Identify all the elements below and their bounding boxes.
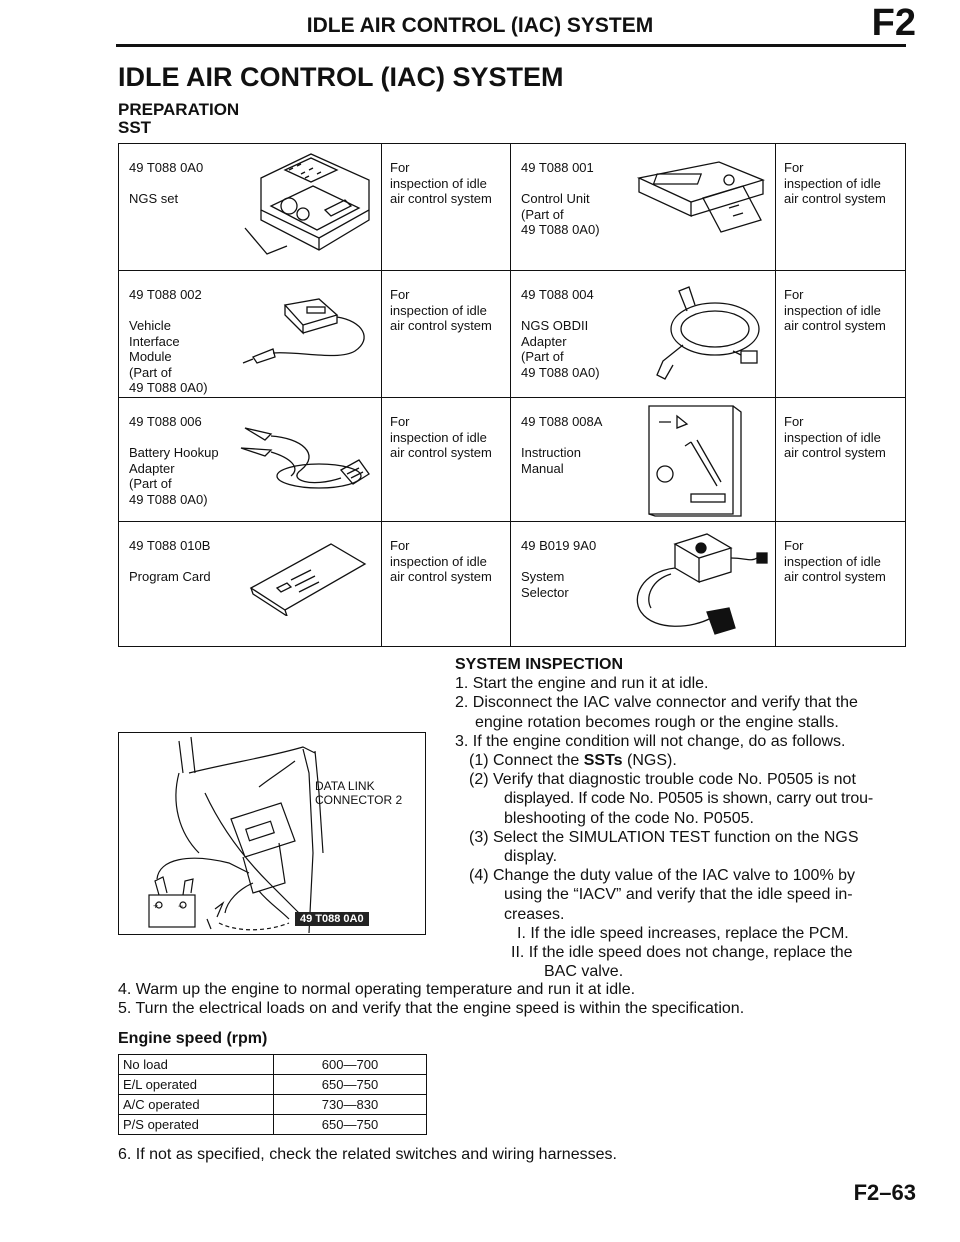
tool-code: 49 T088 004 bbox=[521, 287, 594, 302]
tool-purpose: For inspection of idle air control system bbox=[390, 287, 492, 333]
page-number: F2–63 bbox=[853, 1180, 916, 1205]
sst-heading: SST bbox=[118, 118, 152, 137]
final-steps bbox=[118, 980, 908, 1018]
page-title: IDLE AIR CONTROL (IAC) SYSTEM bbox=[118, 62, 564, 92]
running-header-code: F2 bbox=[871, 2, 916, 44]
sst-purpose-cell bbox=[382, 144, 511, 270]
svg-text:−: − bbox=[178, 901, 184, 911]
tool-code: 49 T088 002 bbox=[129, 287, 202, 302]
table-row: E/L operated 650—750 bbox=[119, 1075, 427, 1095]
program-card-icon bbox=[247, 536, 371, 616]
step-4: 4. Warm up the engine to normal operating temperature and run it at idle. bbox=[118, 981, 636, 998]
tool-name: NGS OBDII Adapter (Part of 49 T088 0A0) bbox=[521, 318, 600, 380]
connection-figure bbox=[118, 732, 426, 935]
tool-purpose: For inspection of idle air control system bbox=[784, 287, 886, 333]
tool-purpose: For inspection of idle air control system bbox=[390, 160, 492, 206]
tool-purpose: For inspection of idle air control system bbox=[390, 414, 492, 460]
sst-purpose-cell bbox=[776, 271, 905, 397]
tool-code: 49 T088 0A0 bbox=[129, 160, 204, 175]
header-rule bbox=[116, 44, 906, 47]
substep-4: (4) Change the duty value of the IAC valve to 100% by using the “IACV” and verify that the idle speed in- creases. bbox=[469, 867, 856, 923]
data-link-connector-label: DATA LINK CONNECTOR 2 bbox=[315, 779, 403, 807]
sst-purpose-cell bbox=[776, 398, 905, 521]
sst-purpose-cell bbox=[382, 398, 511, 521]
table-row: P/S operated 650—750 bbox=[119, 1115, 427, 1135]
sst-purpose-cell bbox=[776, 522, 905, 646]
running-header-title: IDLE AIR CONTROL (IAC) SYSTEM bbox=[306, 14, 654, 37]
tool-name: Vehicle Interface Module (Part of 49 T088 0A0) bbox=[129, 318, 208, 395]
substep-1: (1) Connect the SSTs (NGS). bbox=[469, 752, 677, 770]
step-5: 5. Turn the electrical loads on and verify that the engine speed is within the specification. bbox=[118, 1000, 745, 1018]
system-inspection bbox=[455, 655, 907, 981]
tool-code: 49 T088 010B bbox=[129, 538, 211, 553]
ngs-set-case-icon bbox=[241, 150, 373, 264]
tool-code: 49 T088 006 bbox=[129, 414, 202, 429]
sst-row bbox=[119, 522, 905, 646]
step-6: 6. If not as specified, check the related switches and wiring harnesses. bbox=[118, 1146, 617, 1163]
tool-name: NGS set bbox=[129, 191, 179, 206]
tool-code: 49 B019 9A0 bbox=[521, 538, 597, 553]
sst-tool-cell bbox=[511, 271, 776, 397]
sst-tool-cell bbox=[119, 271, 382, 397]
sst-tool-cell bbox=[511, 144, 776, 270]
sst-purpose-cell bbox=[776, 144, 905, 270]
tool-purpose: For inspection of idle air control system bbox=[784, 160, 886, 206]
svg-text:+: + bbox=[153, 901, 159, 911]
sst-table bbox=[118, 143, 906, 647]
step-3: 3. If the engine condition will not change, do as follows. bbox=[455, 732, 846, 750]
system-selector-icon bbox=[611, 528, 771, 642]
tool-code: 49 T088 001 bbox=[521, 160, 594, 175]
tool-name: Instruction Manual bbox=[521, 445, 581, 476]
case-i: I. If the idle speed increases, replace the PCM. bbox=[517, 924, 849, 942]
engine-speed-table bbox=[118, 1054, 427, 1135]
tool-name: System Selector bbox=[521, 569, 569, 600]
step-1: 1. Start the engine and run it at idle. bbox=[455, 675, 709, 693]
ngs-connection-illustration bbox=[119, 733, 426, 935]
tool-name: Program Card bbox=[129, 569, 211, 584]
case-ii: II. If the idle speed does not change, replace the BAC valve. bbox=[511, 944, 853, 981]
tool-name: Control Unit (Part of 49 T088 0A0) bbox=[521, 191, 600, 237]
sst-tool-cell bbox=[511, 398, 776, 521]
obd-adapter-cable-icon bbox=[623, 281, 773, 385]
sst-row bbox=[119, 271, 905, 398]
manual-book-icon bbox=[641, 402, 761, 518]
inspection-heading: SYSTEM INSPECTION bbox=[455, 656, 624, 673]
table-row: A/C operated 730—830 bbox=[119, 1095, 427, 1115]
preparation-heading: PREPARATION bbox=[118, 100, 240, 119]
sst-purpose-cell bbox=[382, 522, 511, 646]
interface-module-icon bbox=[239, 291, 379, 371]
tool-purpose: For inspection of idle air control system bbox=[784, 538, 886, 584]
substep-2: (2) Verify that diagnostic trouble code No. P0505 is not displayed. If code No. P0505 is shown, carry out trou- bleshooting of the code No. P0505. bbox=[469, 771, 873, 827]
sst-row bbox=[119, 398, 905, 522]
sst-tool-cell bbox=[119, 522, 382, 646]
step-2: 2. Disconnect the IAC valve connector and verify that the engine rotation becomes rough or the engine stalls. bbox=[455, 694, 858, 731]
sst-purpose-cell bbox=[382, 271, 511, 397]
sst-tool-cell bbox=[119, 144, 382, 270]
substep-3: (3) Select the SIMULATION TEST function on the NGS display. bbox=[469, 828, 859, 866]
tool-name: Battery Hookup Adapter (Part of 49 T088 0A0) bbox=[129, 445, 219, 507]
tool-purpose: For inspection of idle air control system bbox=[390, 538, 492, 584]
tool-purpose: For inspection of idle air control system bbox=[784, 414, 886, 460]
control-unit-icon bbox=[633, 158, 769, 238]
sst-tool-cell bbox=[119, 398, 382, 521]
sst-tool-cell bbox=[511, 522, 776, 646]
ngs-tool-tag: 49 T088 0A0 bbox=[295, 912, 369, 926]
tool-code: 49 T088 008A bbox=[521, 414, 603, 429]
table-row: No load 600—700 bbox=[119, 1055, 427, 1075]
battery-clamps-icon bbox=[231, 414, 381, 504]
sst-row bbox=[119, 144, 905, 271]
engine-speed-heading: Engine speed (rpm) bbox=[118, 1030, 268, 1047]
